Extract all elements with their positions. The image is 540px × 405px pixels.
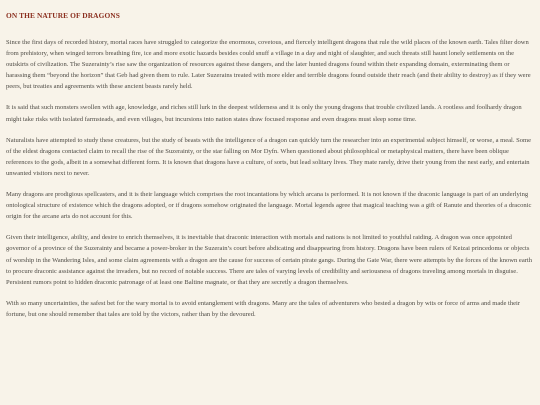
paragraph-6: With so many uncertainties, the safest bet for the wary mortal is to avoid entanglement with dragons. Many are the tales of adventurers who bested a dragon by wits or force of arms and made their fortune, but one should remember that tales are told by the victors, rather than by the devoured. <box>6 299 521 318</box>
paragraph-2: It is said that such monsters swollen with age, knowledge, and riches still lurk in the deepest wilderness and it is only the young dragons that trouble civilized lands. A rootless and foolhardy dragon might take risks with isolated farmsteads, and even villages, but incursions into nation states draw focused response and even dragons must sleep some time. <box>6 104 522 123</box>
paragraph-4: Many dragons are prodigious spellcasters, and it is their language which comprises the root incantations by which arcana is performed. It is not known if the draconic language is part of an underlying ontological structure of existence which the dragons adopted, or if dragons somehow originated the language. Mortal legends agree that magical teaching was a gift of Ranute and theories of a draconic origin for the arcane arts do not account for this. <box>6 191 532 221</box>
paragraph-3: Naturalists have attempted to study these creatures, but the study of beasts with the intelligence of a dragon can quickly turn the researcher into an experimental subject himself, or worse, a meal. Some of the eldest dragons contacted claim to recall the rise of the Suzerainty, or the star falling on Mor Dyfn. When questioned about philosophical or metaphysical matters, there have been oblique references to the gods, albeit in a somewhat different form. It is known that dragons have a culture, of sorts, but lead solitary lives. They mate rarely, drive their young from the nest early, and entertain unwanted visitors next to never. <box>6 136 532 177</box>
document-title: ON THE NATURE OF DRAGONS <box>6 11 120 20</box>
paragraph-1: Since the first days of recorded history, mortal races have struggled to categorize the enormous, covetous, and fiercely intelligent dragons that rule the wild places of the known earth. Tales filter down from prehistory, when winged terrors breathing fire, ice and more exotic hazards besides could snuff a village in a day and night of slaughter, and such threats still haunt lonely settlements on the outskirts of civilization. The Suzerainty’s rise saw the organization of resources against these dangers, and the later hunted dragons found within their expanding domain, exterminating them or harassing them “beyond the horizon” that Geb had given them to rule. Later Suzerains treated with more elder and terrible dragons found outside their reach (and their ability to destroy) as if they were peers, but treaties and agreements with these ancient beasts rarely held. <box>6 39 531 91</box>
paragraph-5: Given their intelligence, ability, and desire to enrich themselves, it is inevitable that draconic interaction with mortals and nations is not limited to youthful raiding. A dragon was once appointed governor of a province of the Suzerainty and became a power-broker in the Suzerain’s court before abdicating and disappearing from history. Dragons have been rulers of Keizai princedoms or objects of worship in the Wandering Isles, and some claim agreements with a dragon are the cause for success of certain pirate gangs. During the Gate War, there were attempts by the forces of the known earth to procure draconic assistance against the invaders, but no record of notable success. There are tales of varying levels of credibility and seriousness of dragons traveling among mortals in disguise. Persistent rumors point to hidden draconic patronage of at least one Baltine magnate, or that they are secretly a dragon themselves. <box>6 234 533 286</box>
